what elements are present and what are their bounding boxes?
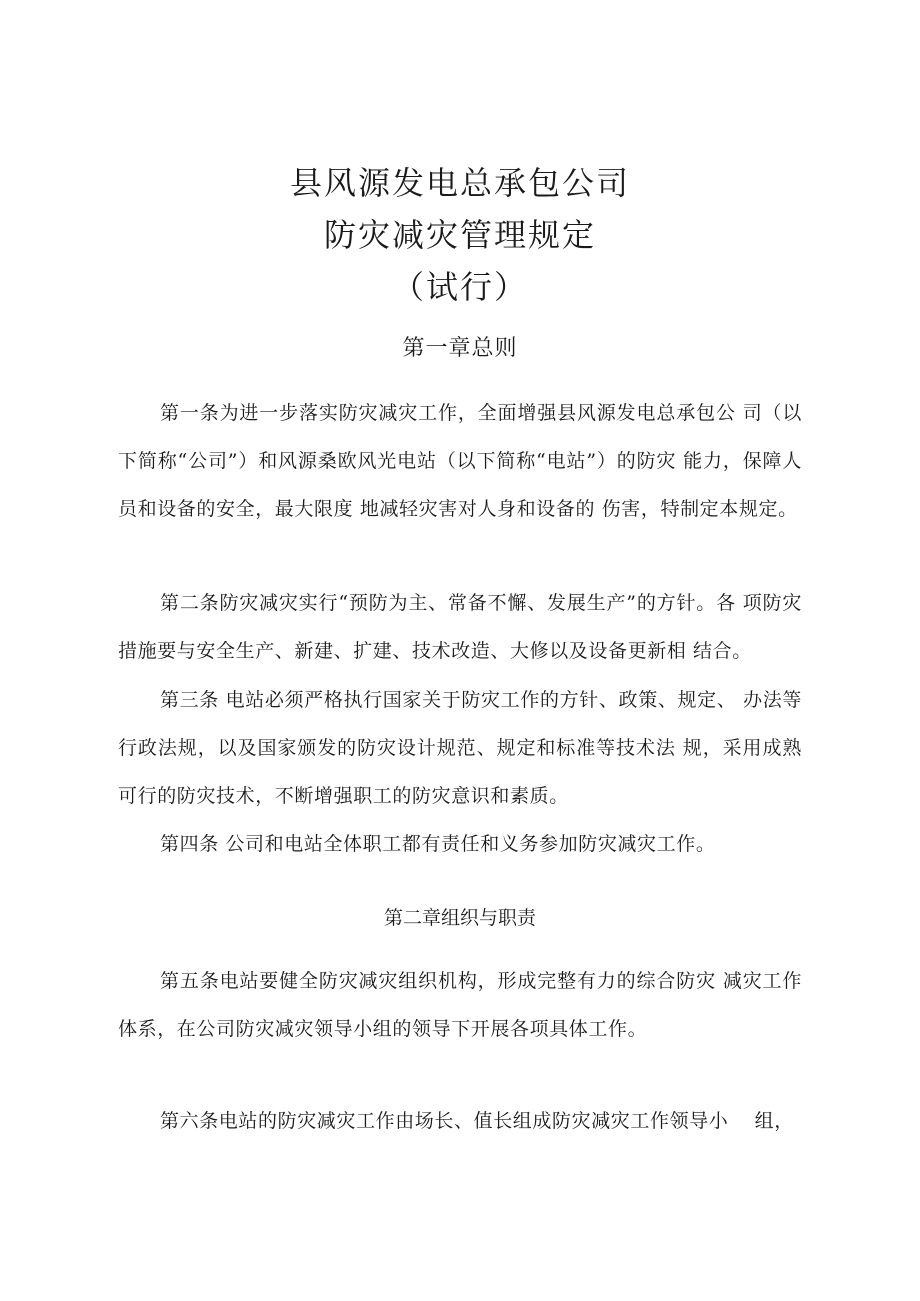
article-6: 第六条电站的防灾减灾工作由场长、值长组成防灾减灾工作领导小 组， xyxy=(160,1110,794,1132)
chapter-1-heading: 第一章总则 xyxy=(402,336,518,361)
article-5: 第五条电站要健全防灾减灾组织机构，形成完整有力的综合防灾 减灾工作体系，在公司防灾减灾领导小组的领导下开展各项具体工作。 xyxy=(118,970,802,1040)
document-title xyxy=(0,157,920,313)
article-1: 第一条为进一步落实防灾减灾工作，全面增强县风源发电总承包公 司（以下简称“公司”）和风源桑欧风光电站（以下简称“电站”）的防灾 能力，保障人员和设备的安全，最大限度 地减轻灾害对人身和设备的 伤害，特制定本规定。 xyxy=(118,402,802,520)
title-regulation: 防灾减灾管理规定 xyxy=(323,216,596,254)
article-3: 第三条 电站必须严格执行国家关于防灾工作的方针、政策、规定、 办法等行政法规，以及国家颁发的防灾设计规范、规定和标准等技术法 规，采用成熟可行的防灾技术，不断增强职工的防灾意识和素质。 xyxy=(118,689,802,807)
title-company: 县风源发电总承包公司 xyxy=(289,164,630,202)
article-4: 第四条 公司和电站全体职工都有责任和义务参加防灾减灾工作。 xyxy=(160,833,716,855)
article-2: 第二条防灾减灾实行“预防为主、常备不懈、发展生产”的方针。各 项防灾措施要与安全生产、新建、扩建、技术改造、大修以及设备更新相 结合。 xyxy=(118,592,802,662)
title-trial: （试行） xyxy=(391,268,528,306)
chapter-2-heading: 第二章组织与职责 xyxy=(383,907,536,929)
